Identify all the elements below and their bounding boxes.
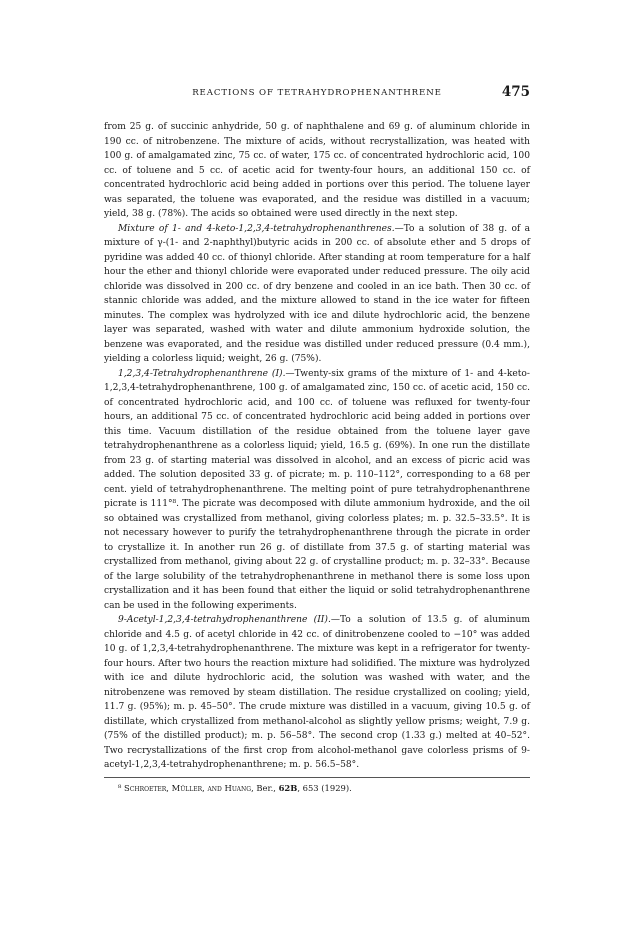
paragraph-text: —To a solution of 38 g. of a mixture of γ-(1- and 2-naphthyl)butyric acids in 200 cc. of absolute ether and 5 drops of pyridine was added 40 cc. of thionyl chloride. After standing at room temperature for a half hour the ether and thionyl chloride were evaporated under reduced pressure. The oily acid chloride was dissolved in 200 cc. of dry benzene and cooled in an ice bath. Then 30 cc. of stannic chloride was added, and the mixture allowed to stand in the ice water for fifteen minutes. The complex was hydrolyzed with ice and dilute hydrochloric acid, the benzene layer was separated, washed with water and dilute ammonium hydroxide solution, the benzene was evaporated, and the residue was distilled under reduced pressure (0.4 mm.), yielding a colorless liquid; weight, 26 g. (75%). (104, 223, 530, 364)
paragraph-tetrahydrophenanthrene (104, 367, 530, 614)
footnote-authors: Schroeter, Müller, and Huang (124, 782, 252, 793)
footnote (104, 782, 530, 794)
paragraph-text: from 25 g. of succinic anhydride, 50 g. of naphthalene and 69 g. of aluminum chloride in 190 cc. of nitrobenzene. The mixture of acids, without recrystallization, was heated with 100 g. of amalgamated zinc, 75 cc. of water, 175 cc. of concentrated hydrochloric acid, 100 cc. of toluene and 5 cc. of acetic acid for twenty-four hours, an additional 150 cc. of concentrated hydrochloric acid being added in portions over this period. The toluene layer was separated, the toluene was evaporated, and the residue was distilled in a vacuum; yield, 38 g. (78%). The acids so obtained were used directly in the next step. (104, 122, 530, 219)
footnote-marker: ⁸ (118, 782, 122, 793)
paragraph-text: —To a solution of 13.5 g. of aluminum chloride and 4.5 g. of acetyl chloride in 42 cc. of dinitrobenzene cooled to −10° was added 10 g. of 1,2,3,4-tetrahydrophenanthrene. The mixture was kept in a refrigerator for twenty-four hours. After two hours the reaction mixture had solidified. The mixture was hydrolyzed with ice and dilute hydrochloric acid, the solution was washed with water, and the nitrobenzene was removed by steam distillation. The residue crystallized on cooling; yield, 11.7 g. (95%); m. p. 45–50°. The crude mixture was distilled in a vacuum, giving 10.5 g. of distillate, which crystallized from methanol-alcohol as slightly yellow prisms; weight, 7.9 g. (75% of the distilled product); m. p. 56–58°. The second crop (1.33 g.) melted at 40–52°. Two recrystallizations of the first crop from alcohol-methanol gave colorless prisms of 9-acetyl-1,2,3,4-tetrahydrophenanthrene; m. p. 56.5–58°. (104, 615, 530, 770)
paragraph-text: —Twenty-six grams of the mixture of 1- and 4-keto-1,2,3,4-tetrahydrophenanthrene, 100 g. of amalgamated zinc, 150 cc. of acetic acid, 150 cc. of concentrated hydrochloric acid, and 100 cc. of toluene was refluxed for twenty-four hours, an additional 75 cc. of concentrated hydrochloric acid being added in portions over this time. Vacuum distillation of the residue obtained from the toluene layer gave tetrahydrophenanthrene as a colorless liquid; yield, 16.5 g. (69%). In one run the distillate from 23 g. of starting material was dissolved in alcohol, and an excess of picric acid was added. The solution deposited 33 g. of picrate; m. p. 110–112°, corresponding to a 68 per cent. yield of tetrahydrophenanthrene. The melting point of pure tetrahydrophenanthrene picrate is 111°⁸. The picrate was decomposed with dilute ammonium hydroxide, and the oil so obtained was crystallized from methanol, giving colorless plates; m. p. 32.5–33.5°. It is not necessary however to purify the tetrahydrophenanthrene through the picrate in order to crystallize it. In another run 26 g. of distillate from 37.5 g. of starting material was crystallized from methanol, giving about 22 g. of crystalline product; m. p. 32–33°. Because of the large solubility of the tetrahydrophenanthrene in methanol there is some loss upon crystallization and it has been found that either the liquid or solid tetrahydrophenanthrene can be used in the following experiments. (104, 368, 530, 611)
page-number: 475 (501, 84, 530, 100)
footnote-rest: , 653 (1929). (297, 782, 352, 793)
section-heading: Mixture of 1- and 4-keto-1,2,3,4-tetrahydrophenanthrenes. (118, 223, 395, 234)
running-header (104, 84, 530, 102)
paragraph-continuation (104, 120, 530, 222)
body-text (104, 120, 530, 773)
footnote-journal: , Ber., (251, 782, 279, 793)
running-title: REACTIONS OF TETRAHYDROPHENANTHRENE (192, 88, 442, 98)
paragraph-keto-mixture (104, 222, 530, 367)
section-heading: 1,2,3,4-Tetrahydrophenanthrene (I). (118, 368, 286, 379)
footnote-divider (104, 777, 530, 778)
paragraph-acetyl (104, 613, 530, 773)
page (104, 84, 530, 794)
footnote-volume: 62B (278, 782, 298, 793)
section-heading: 9-Acetyl-1,2,3,4-tetrahydrophenanthrene (II). (118, 615, 331, 625)
